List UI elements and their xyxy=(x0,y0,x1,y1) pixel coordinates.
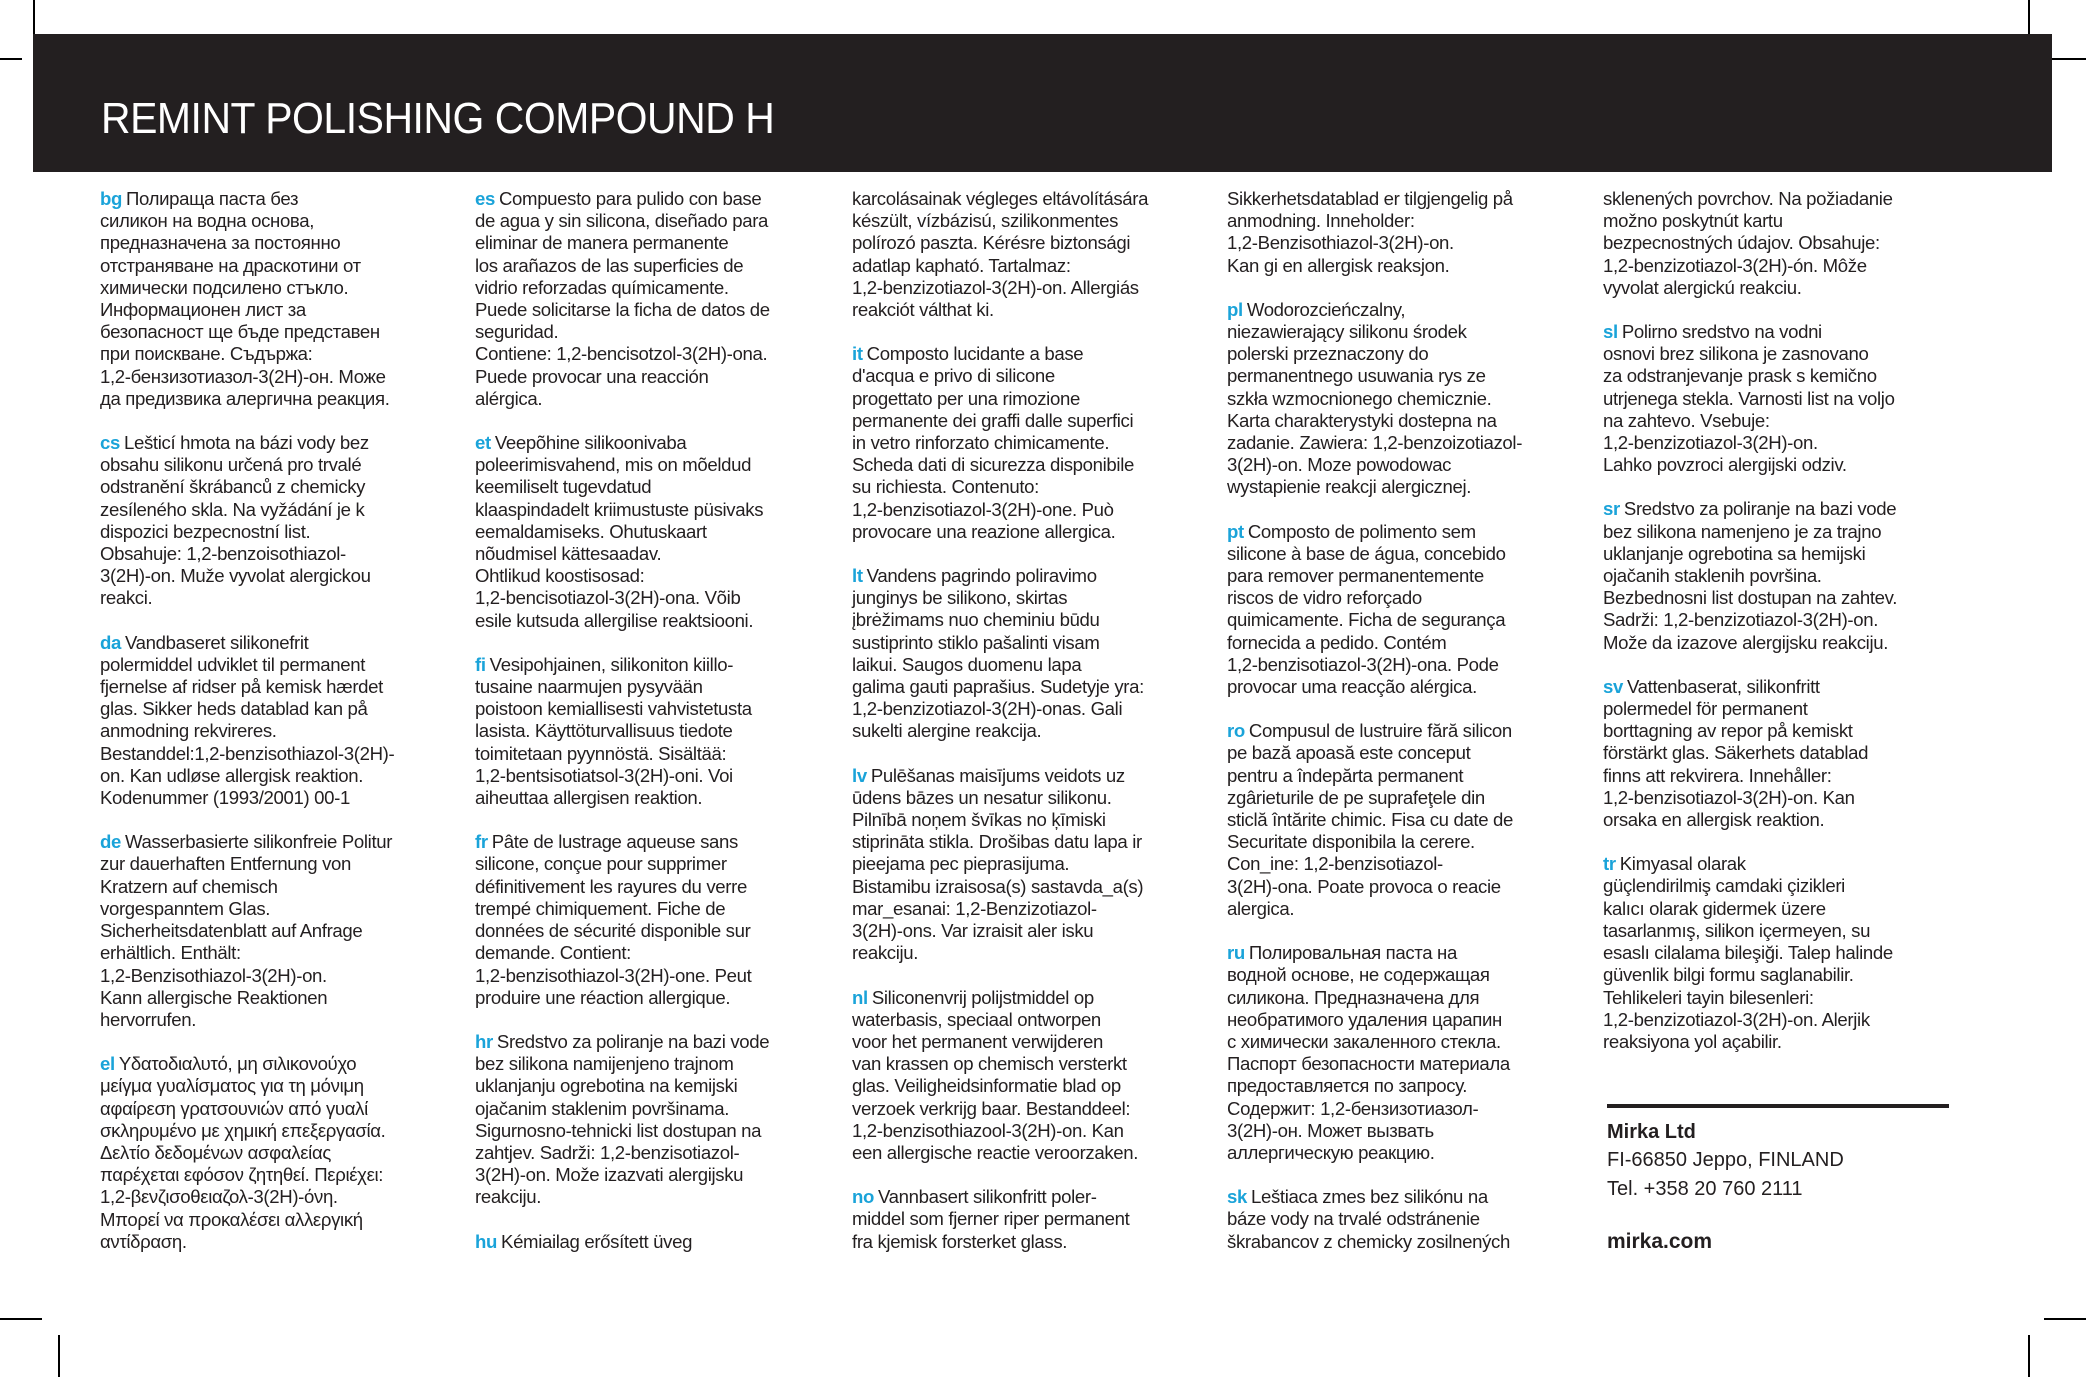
column-5 xyxy=(1603,188,1958,1075)
lang-text: karcolásainak végleges eltávolítására készült, vízbázisú, szilikonmentes polírozó paszta. Kérésre biztonsági adatlap kapható. Tartalmaz: 1,2-benzizotiazol-3(2H)-on. Allergiás reakciót válthat ki. xyxy=(852,188,1149,321)
lang-entry-hu xyxy=(475,1231,830,1253)
lang-text: Vannbasert silikonfritt poler- middel som fjerner riper permanent fra kjemisk forsterket glass. xyxy=(852,1186,1130,1252)
lang-entry-ro xyxy=(1227,720,1582,920)
lang-text: Sredstvo za poliranje na bazi vode bez silikona namenjeno je za trajno uklanjanje ogrebotina sa hemijski ojačanih staklenih površina. Bezbednosni list dostupan na zahtev. Sadrži: 1,2-benzizotiazol-3(2H)-on. Može da izazove alergijsku reakciju. xyxy=(1603,498,1898,653)
lang-entry-pt xyxy=(1227,521,1582,699)
lang-code: ro xyxy=(1227,720,1245,742)
divider xyxy=(1607,1104,1949,1108)
lang-entry-ru xyxy=(1227,942,1582,1164)
lang-entry-de xyxy=(100,831,455,1031)
lang-text: Kimyasal olarak güçlendirilmiş camdaki çizikleri kalıcı olarak gidermek üzere tasarlanmış, silikon içermeyen, su esaslı cilalama bileşiği. Talep halinde güvenlik bilgi formu saglanabilir. Tehlikeleri tayin bilesenleri: 1,2-benzizotiazol-3(2H)-on. Alerjik reaksiyona yol açabilir. xyxy=(1603,853,1893,1052)
lang-text: Полировальная паста на водной основе, не содержащая силикона. Предназначена для необратимого удаления царапин с химически закаленного стекла. Паспорт безопасности материала предоставляется по запросу. Содержит: 1,2-бензизотиазол- 3(2H)-он. Может вызвать аллергическую реакцию. xyxy=(1227,942,1510,1163)
lang-entry-no xyxy=(852,1186,1207,1253)
lang-text: Sredstvo za poliranje na bazi vode bez silikona namijenjeno trajnom uklanjanju ogrebotina na kemijski ojačanim staklenim površinama. Sigurnosno-tehnicki list dostupan na zahtjev. Sadrži: 1,2-benzisotiazol- 3(2H)-on. Može izazvati alergijsku reakciju. xyxy=(475,1030,770,1208)
lang-text: Veepõhine silikoonivaba poleerimisvahend, mis on mõeldud keemiliselt tugevdatud klaaspindadelt kriimustuste püsivaks eemaldamiseks. Ohutuskaart nõudmisel kättesaadav. Ohtlikud koostisosad: 1,2-bencisotiazol-3(2H)-ona. Võib esile kutsuda allergilise reaktsiooni. xyxy=(475,432,764,631)
crop-mark-bottom-right-vertical xyxy=(2028,1335,2030,1377)
crop-mark-bottom-left-horizontal xyxy=(0,1318,42,1320)
lang-entry-et xyxy=(475,432,830,632)
lang-entry-nl xyxy=(852,987,1207,1165)
lang-code: et xyxy=(475,432,491,454)
lang-code: el xyxy=(100,1053,115,1075)
lang-code: sv xyxy=(1603,675,1623,697)
lang-entry-el xyxy=(100,1053,455,1253)
lang-entry-hr xyxy=(475,1031,830,1209)
lang-code: nl xyxy=(852,986,868,1008)
lang-code: es xyxy=(475,188,495,209)
column-2 xyxy=(475,188,830,1275)
lang-entry-no-continued xyxy=(1227,188,1582,277)
lang-entry-sk xyxy=(1227,1186,1582,1253)
crop-mark-bottom-left-vertical xyxy=(58,1335,60,1377)
lang-code: de xyxy=(100,831,121,853)
lang-entry-sk-continued xyxy=(1603,188,1958,299)
lang-entry-lt xyxy=(852,565,1207,743)
crop-mark-bottom-right-horizontal xyxy=(2044,1318,2086,1320)
lang-code: hr xyxy=(475,1030,493,1052)
lang-code: da xyxy=(100,631,121,653)
lang-text: Polirno sredstvo na vodni osnovi brez silikona je zasnovano za odstranjevanje prask s kemično utrjenega stekla. Varnosti list na voljo na zahtevo. Vsebuje: 1,2-benzizotiazol-3(2H)-on. Lahko povzroci alergijski odziv. xyxy=(1603,321,1895,476)
lang-entry-da xyxy=(100,632,455,810)
lang-entry-hu-continued xyxy=(852,188,1207,321)
lang-text: Wasserbasierte silikonfreie Politur zur dauerhaften Entfernung von Kratzern auf chemisch vorgespanntem Glas. Sicherheitsdatenblatt auf Anfrage erhältlich. Enthält: 1,2-Benzisothiazol-3(2H)-on. Kann allergische Reaktionen hervorrufen. xyxy=(100,831,393,1030)
company-website-link[interactable]: mirka.com xyxy=(1607,1230,1713,1253)
lang-entry-fi xyxy=(475,654,830,809)
company-info xyxy=(1607,1104,1949,1254)
crop-mark-top-left-horizontal xyxy=(0,58,22,60)
lang-entry-sv xyxy=(1603,676,1958,831)
lang-code: fi xyxy=(475,653,486,675)
lang-text: Υδατοδιαλυτό, μη σιλικονούχο μείγμα γυαλίσματος για τη μόνιμη αφαίρεση γρατσουνιών από γυαλί σκληρυμένο με χημική επεξεργασία. Δελτίο δεδομένων ασφαλείας παρέχεται εφόσον ζητηθεί. Περιέχει: 1,2-βενζισοθειαζολ-3(2H)-όνη. Μπορεί να προκαλέσει αλλεργική αντίδραση. xyxy=(100,1053,386,1252)
lang-code: lt xyxy=(852,565,863,587)
lang-code: bg xyxy=(100,188,123,209)
lang-text: Vandbaseret silikonefrit polermiddel udviklet til permanent fjernelse af ridser på kemisk hærdet glas. Sikker heds datablad kan på anmodning rekvireres. Bestanddel:1,2-benzisothiazol-3(2H)- on. Kan udløse allergisk reaktion. Kodenummer (1993/2001) 00-1 xyxy=(100,631,395,809)
lang-code: sr xyxy=(1603,498,1620,520)
lang-text: Wodorozcieńczalny, niezawierający silikonu środek polerski przeznaczony do permanentnego usuwania rys ze szkła wzmocnionego chemicznie. Karta charakterystyki dostepna na zadanie. Zawiera: 1,2-benzoizotiazol- 3(2H)-on. Moze powodowac wystapienie reakcji alergicznej. xyxy=(1227,298,1523,498)
lang-code: sk xyxy=(1227,1186,1247,1208)
lang-entry-es xyxy=(475,188,830,410)
lang-text: Siliconenvrij polijstmiddel op waterbasis, speciaal ontworpen voor het permanent verwijderen van krassen op chemisch versterkt glas. Veiligheidsinformatie blad op verzoek verkrijg baar. Bestanddeel: 1,2-benzisothiazool-3(2H)-on. Kan een allergische reactie veroorzaken. xyxy=(852,986,1139,1163)
lang-text: sklenených povrchov. Na požiadanie možno poskytnút kartu bezpecnostných údajov. Obsahuje: 1,2-benzizotiazol-3(2H)-ón. Môže vyvolat alergickú reakciu. xyxy=(1603,188,1893,298)
lang-code: pt xyxy=(1227,520,1244,542)
lang-entry-sr xyxy=(1603,498,1958,653)
lang-entry-pl xyxy=(1227,299,1582,499)
lang-text: Kémiailag erősített üveg xyxy=(501,1230,693,1252)
lang-text: Полираща паста без силикон на водна основа, предназначена за постоянно отстраняване на драскотини от химически подсилено стъкло. Информационен лист за безопасност ще бъде представен при поискване. Съдържа: 1,2-бензизотиазол-3(2H)-он. Може да предизвика алергична реакция. xyxy=(100,188,390,409)
lang-text: Compuesto para pulido con base de agua y sin silicona, diseñado para eliminar de manera permanente los arañazos de las superficies de vidrio reforzadas químicamente. Puede solicitarse la ficha de datos de seguridad. Contiene: 1,2-bencisotzol-3(2H)-ona. Puede provocar una reacción alérgica. xyxy=(475,188,770,409)
lang-text: Composto de polimento sem silicone à base de água, concebido para remover permanentemente riscos de vidro reforçado quimicamente. Ficha de segurança fornecida a pedido. Contém 1,2-benzisotiazol-3(2H)-ona. Pode provocar uma reacção alérgica. xyxy=(1227,520,1506,698)
lang-code: sl xyxy=(1603,321,1618,343)
column-1 xyxy=(100,188,455,1275)
lang-entry-fr xyxy=(475,831,830,1009)
column-3 xyxy=(852,188,1207,1275)
page-title: REMINT POLISHING COMPOUND H xyxy=(101,94,775,143)
company-phone: Tel. +358 20 760 2111 xyxy=(1607,1178,1803,1200)
lang-code: lv xyxy=(852,764,867,786)
lang-entry-bg xyxy=(100,188,455,410)
lang-code: tr xyxy=(1603,853,1616,875)
lang-text: Pâte de lustrage aqueuse sans silicone, conçue pour supprimer définitivement les rayures du verre trempé chimiquement. Fiche de données de sécurité disponible sur demande. Contient: 1,2-benzisothiazol-3(2H)-one. Peut produire une réaction allergique. xyxy=(475,831,752,1008)
lang-code: pl xyxy=(1227,298,1243,320)
lang-text: Lešticí hmota na bázi vody bez obsahu silikonu určená pro trvalé odstranění škrábanců z chemicky zesíleného skla. Na vyžádání je k dispozici bezpecnostní list. Obsahuje: 1,2-benzoisothiazol- 3(2H)-on. Muže vyvolat alergickou reakci. xyxy=(100,432,371,609)
lang-code: no xyxy=(852,1186,875,1208)
lang-text: Compusul de lustruire fără silicon pe bază apoasă este conceput pentru a îndepărta permanent zgârieturile de pe suprafeţele din sticlă întărite chimic. Fisa cu date de Securitate disponibila la cerere. Con_ine: 1,2-benzisotiazol- 3(2H)-ona. Poate provoca o reacie alergica. xyxy=(1227,720,1514,919)
lang-entry-tr xyxy=(1603,853,1958,1053)
lang-code: fr xyxy=(475,831,488,853)
lang-code: it xyxy=(852,343,863,365)
lang-entry-it xyxy=(852,343,1207,543)
column-4 xyxy=(1227,188,1582,1275)
lang-entry-sl xyxy=(1603,321,1958,476)
company-address: FI-66850 Jeppo, FINLAND xyxy=(1607,1149,1844,1171)
lang-entry-lv xyxy=(852,765,1207,965)
lang-text: Leštiaca zmes bez silikónu na báze vody na trvalé odstránenie škrabancov z chemicky zosilnených xyxy=(1227,1186,1510,1252)
lang-text: Pulēšanas maisījums veidots uz ūdens bāzes un nesatur silikonu. Pilnībā noņem švīkas no ķīmiski stiprināta stikla. Drošibas datu lapa ir pieejama pec pieprasijuma. Bistamibu izraisosa(s) sastavda_a(s) mar_esanai: 1,2-Benzizotiazol- 3(2H)-ons. Var izraisit aler isku reakciju. xyxy=(852,764,1144,964)
lang-code: ru xyxy=(1227,942,1245,964)
lang-code: cs xyxy=(100,432,120,454)
lang-code: hu xyxy=(475,1230,498,1252)
lang-entry-cs xyxy=(100,432,455,610)
lang-text: Vattenbaserat, silikonfritt polermedel för permanent borttagning av repor på kemiskt förstärkt glas. Säkerhets datablad finns att rekvirera. Innehåller: 1,2-benzisotiazol-3(2H)-on. Kan orsaka en allergisk reaktion. xyxy=(1603,675,1869,831)
lang-text: Composto lucidante a base d'acqua e privo di silicone progettato per una rimozione permanente dei graffi dalle superfici in vetro rinforzato chimicamente. Scheda dati di sicurezza disponibile su richiesta. Contenuto: 1,2-benzisotiazol-3(2H)-one. Può provocare una reazione allergica. xyxy=(852,343,1134,542)
lang-text: Sikkerhetsdatablad er tilgjengelig på anmodning. Inneholder: 1,2-Benzisothiazol-3(2H)-on. Kan gi en allergisk reaksjon. xyxy=(1227,188,1513,276)
lang-text: Vesipohjainen, silikoniton kiillo- tusaine naarmujen pysyvään poistoon kemiallisesti vahvistetusta lasista. Käyttöturvallisuus tiedote toimitetaan pyynnöstä. Sisältää: 1,2-bentsisotiatsol-3(2H)-oni. Voi aiheuttaa allergisen reaktion. xyxy=(475,653,752,809)
lang-text: Vandens pagrindo poliravimo junginys be silikono, skirtas įbrėžimams nuo cheminiu būdu sustiprinto stiklo pašalinti visam laikui. Saugos duomenu lapa galima gauti paprašius. Sudetyje yra: 1,2-benzizotiazol-3(2H)-onas. Gali sukelti alergine reakcija. xyxy=(852,565,1144,742)
company-name: Mirka Ltd xyxy=(1607,1121,1696,1143)
